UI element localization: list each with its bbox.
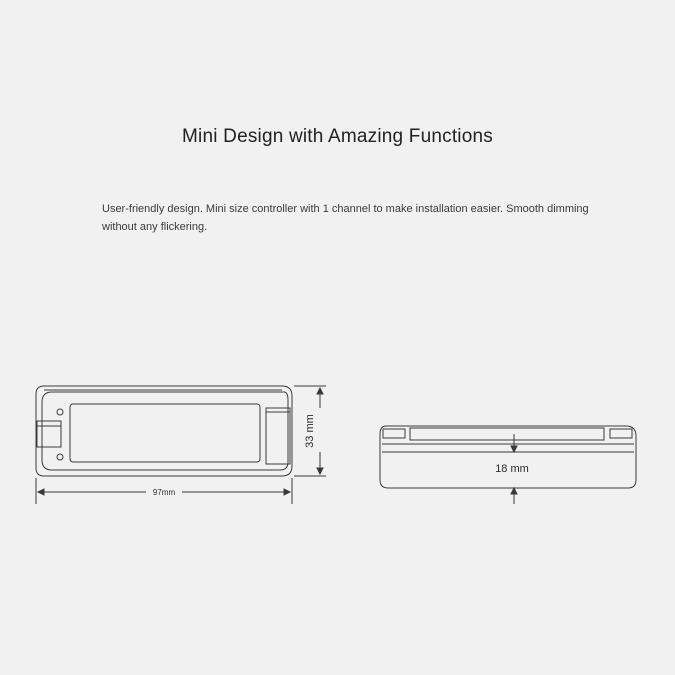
led-indicator-top	[57, 409, 63, 415]
side-outer-outline	[380, 426, 636, 488]
description-text: User-friendly design. Mini size controller with 1 channel to make installation easier. Smooth dimming without any flickering.	[102, 203, 589, 233]
led-indicator-bottom	[57, 454, 63, 460]
thickness-dimension-label: 18 mm	[495, 463, 529, 475]
side-left-port	[383, 429, 405, 438]
right-connector	[266, 408, 290, 464]
side-top-slot	[410, 428, 604, 440]
front-label-window	[70, 404, 260, 462]
page-title: Mini Design with Amazing Functions	[182, 126, 493, 147]
side-right-port	[610, 429, 632, 438]
width-dimension-label: 97mm	[152, 488, 176, 497]
left-connector	[37, 421, 61, 447]
side-view-drawing	[380, 426, 636, 488]
height-dimension-label: 33 mm	[304, 414, 316, 448]
front-view-drawing	[36, 386, 292, 476]
